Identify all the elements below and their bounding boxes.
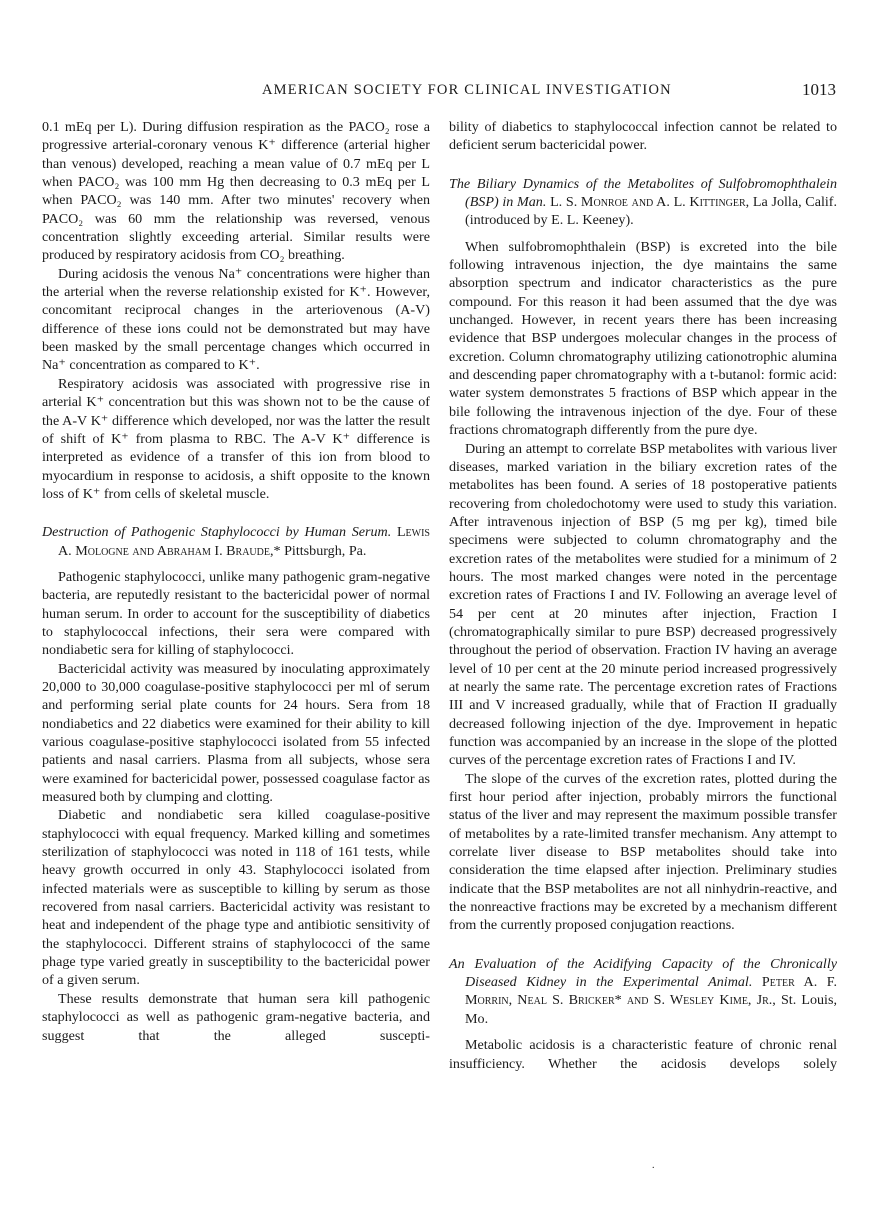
paragraph: Respiratory acidosis was associated with progressive rise in arterial K⁺ concentration but this was shown not to be the cause of the A-V K⁺ difference which developed, nor was the latter the result of shift of K⁺ from plasma to RBC. The A-V K⁺ difference is interpreted as evidence of a transfer of this ion from blood to myocardium in response to acidosis, a shift opposite to the known loss of K⁺ from cells of skeletal muscle. xyxy=(42,375,430,502)
abstract-heading xyxy=(42,523,430,560)
abstract-heading xyxy=(449,955,837,1028)
paragraph: Metabolic acidosis is a characteristic feature of chronic renal insufficiency. Whether the acidosis develops solely xyxy=(449,1037,837,1072)
abstract-heading xyxy=(449,175,837,230)
paragraph: Diabetic and nondiabetic sera killed coagulase-positive staphylococci with equal frequency. Marked killing and sometimes sterilization of staphylococci was noted in 118 of 161 tests, while heavy growth occurred in only 43. Staphylococci isolated from infected materials were as susceptible to killing by serum as those recovered from nasal carriers. Bactericidal activity was resistant to heat and independent of the phage type and antibiotic sensitivity of the staphylococci. Different strains of staphylococci of the same phage type varied greatly in susceptibility to the bactericidal power of a given serum. xyxy=(42,807,430,989)
paragraph: bility of diabetics to staphylococcal infection cannot be related to deficient serum bactericidal power. xyxy=(449,119,837,154)
abstract-affiliation: Pittsburgh, Pa. xyxy=(284,542,367,559)
abstract-affiliation: St. Louis, Mo. xyxy=(465,992,837,1027)
right-column xyxy=(449,118,837,1073)
paragraph: 0.1 mEq per L). During diffusion respiration as the PACO₂ rose a progressive arterial-coronary venous K⁺ difference (arterial higher than venous) developed, reaching a mean value of 0.7 mEq per L when PACO₂ was 100 mm Hg then decreasing to 0.3 mEq per L when PACO₂ was 140 mm. After two minutes' recovery when PACO₂ was 60 mm the relationship was reversed, venous concentration slightly exceeding arterial. Similar results were produced by respiratory acidosis from CO₂ breathing. xyxy=(42,119,430,264)
abstract-affiliation: La Jolla, Calif. (introduced by E. L. Keeney). xyxy=(465,194,837,229)
paragraph: These results demonstrate that human sera kill pathogenic staphylococci as well as pathogenic gram-negative bacteria, and suggest that the alleged suscepti- xyxy=(42,990,430,1044)
abstract-authors: Lewis A. Mologne and Abraham I. Braude,* xyxy=(58,524,430,559)
paragraph: During an attempt to correlate BSP metabolites with various liver diseases, marked variation in the biliary excretion rates of the metabolites has been found. A series of 18 postoperative patients recovering from choledochotomy were used to study this variation. After intravenous injection of BSP (5 mg per kg), timed bile specimens were subjected to column chromatography and the excretion rates of the metabolites were studied for a minimum of 2 hours. The most marked changes were noted in the percentage excretion rates of Fractions I and IV. Following an average level of 54 per cent at 20 minutes after injection, Fraction I (chromatographically similar to pure BSP) decreased progressively throughout the period of observation. Fraction IV having an average level of 10 per cent at the 20 minute period increased progressively at nearly the same rate. The percentage excretion rates of Fractions III and V increased gradually, while that of Fraction II gradually decreased following injection of the dye. Improvement in hepatic function was accompanied by an increase in the slope of the plotted curves of the percentage excretion rates of Fractions I and IV. xyxy=(449,440,837,769)
paragraph: Pathogenic staphylococci, unlike many pathogenic gram-negative bacteria, are reputedly resistant to the bactericidal power of normal human serum. In order to account for the susceptibility of diabetics to staphylococcal infections, their sera were compared with nondiabetic sera for killing of staphylococci. xyxy=(42,568,430,659)
abstract-authors: L. S. Monroe and A. L. Kittinger, xyxy=(550,194,750,211)
abstract-authors: Peter A. F. Morrin, Neal S. Bricker* and S. Wesley Kime, Jr., xyxy=(465,974,837,1009)
abstract-title: An Evaluation of the Acidifying Capacity of the Chronically Diseased Kidney in the Experimental Animal. xyxy=(449,955,837,991)
left-column xyxy=(42,118,430,1045)
abstract-title: The Biliary Dynamics of the Metabolites of Sulfobromophthalein (BSP) in Man. xyxy=(449,175,837,211)
running-header xyxy=(0,82,890,104)
print-speck: . xyxy=(652,1160,655,1171)
running-title: AMERICAN SOCIETY FOR CLINICAL INVESTIGATION xyxy=(262,82,672,98)
abstract-title: Destruction of Pathogenic Staphylococci by Human Serum. xyxy=(42,524,392,541)
page-number: 1013 xyxy=(802,80,836,99)
paragraph: During acidosis the venous Na⁺ concentrations were higher than the arterial when the reverse relationship existed for K⁺. However, concomitant reciprocal changes in the arteriovenous (A-V) difference of these ions could not be demonstrated but may have been masked by the small percentage changes which occurred in Na⁺ concentration as compared to K⁺. xyxy=(42,265,430,374)
paragraph: Bactericidal activity was measured by inoculating approximately 20,000 to 30,000 coagulase-positive staphylococci per ml of serum and performing serial plate counts for 24 hours. Sera from 18 nondiabetics and 22 diabetics were examined for their ability to kill various coagulase-positive staphylococci isolated from 55 infected patients and nasal carriers. Plasma from all subjects, whose sera were examined for bactericidal power, possessed coagulase factor as measured both by clumping and clotting. xyxy=(42,660,430,806)
paragraph: When sulfobromophthalein (BSP) is excreted into the bile following intravenous injection, the dye maintains the same absorption spectrum and indicator characteristics as the pure compound. For this reason it had been assumed that the dye was unchanged. However, in recent years there has been increasing evidence that BSP undergoes molecular changes in the process of excretion. Column chromatography utilizing cationotrophic alumina and descending paper chromatography with a t-butanol: formic acid: water system demonstrates 5 fractions of BSP which appear in the bile following the intravenous injection of the dye. Four of these fractions chromatograph differently from the pure dye. xyxy=(449,238,837,439)
paragraph: The slope of the curves of the excretion rates, plotted during the first hour period after injection, probably mirrors the functional status of the liver and may represent the maximum possible transfer of metabolites by a rate-limited transfer mechanism. Any attempt to correlate liver disease to BSP metabolites should take into consideration the time elapsed after injection. Preliminary studies indicate that the BSP metabolites are not all ninhydrin-reactive, and the nonreactive fractions may be excreted by a mechanism different from the currently proposed conjugation reactions. xyxy=(449,770,837,934)
